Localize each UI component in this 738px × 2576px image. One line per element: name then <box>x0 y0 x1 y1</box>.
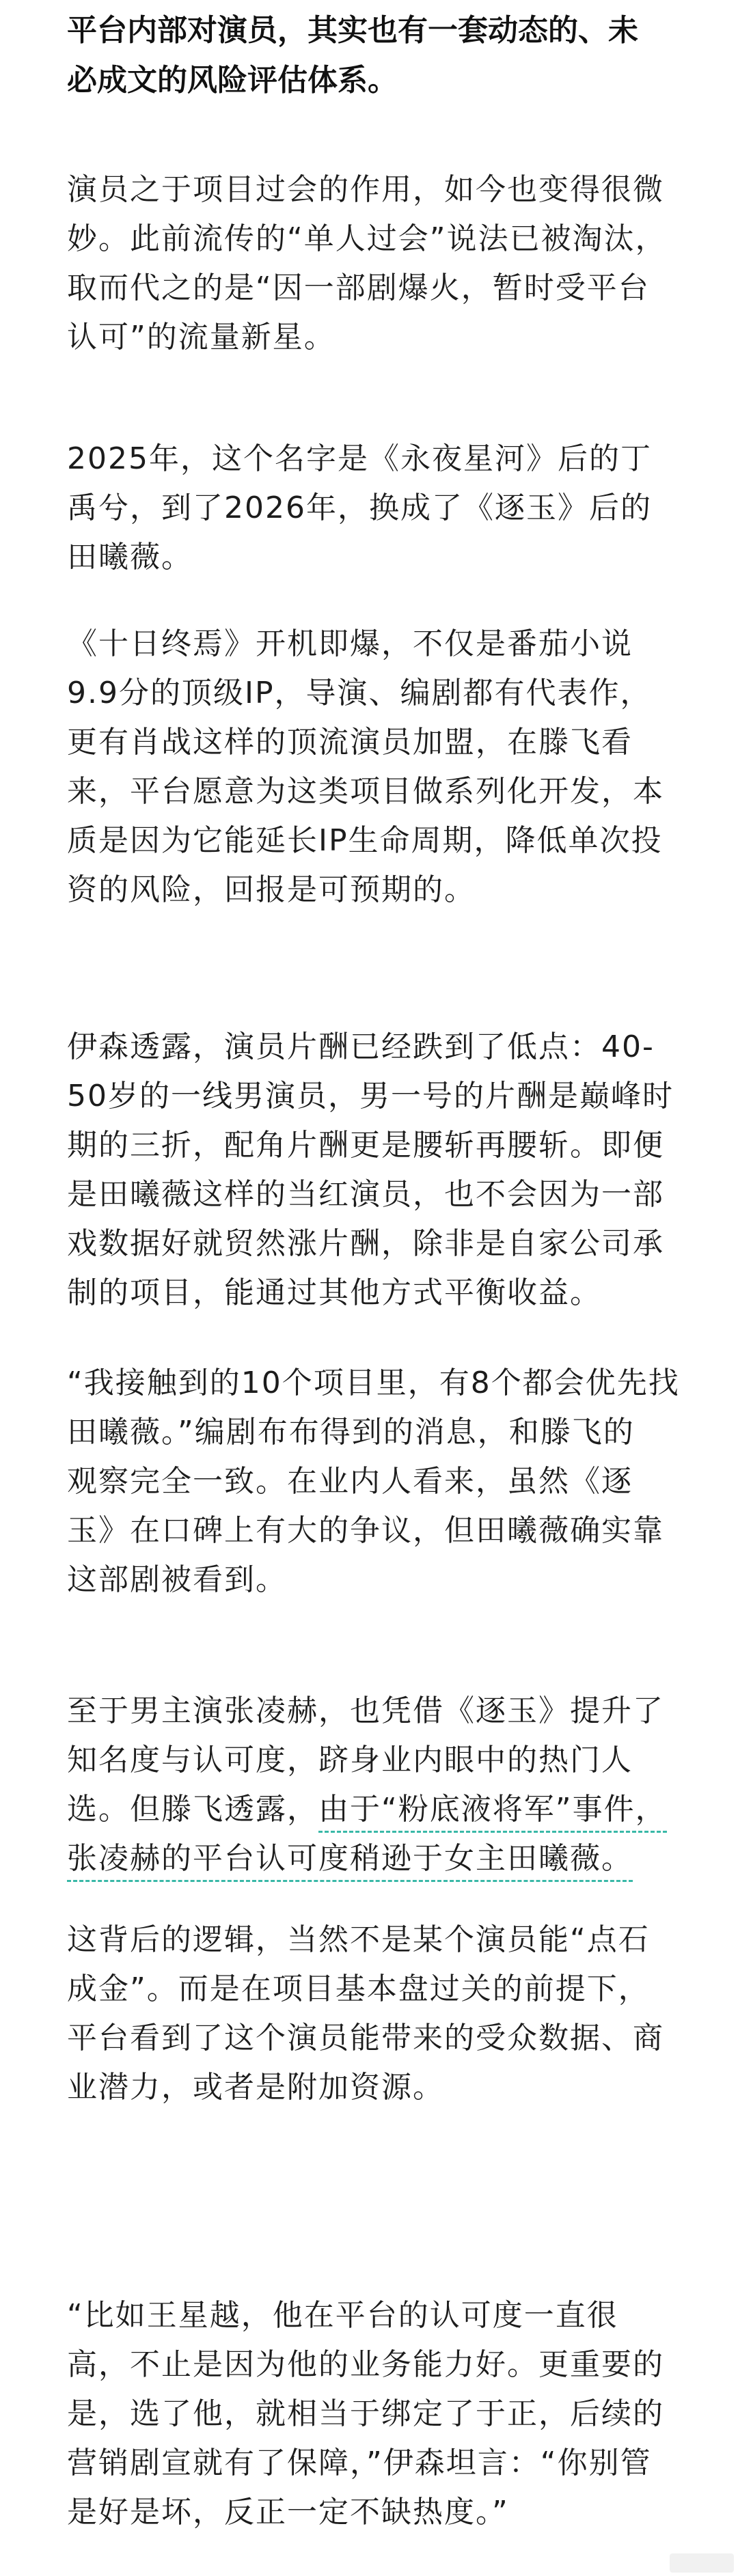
paragraph-line: 认可”的流量新星。 <box>67 320 336 355</box>
paragraph-line: 业潜力，或者是附加资源。 <box>67 2070 444 2105</box>
paragraph-line: 至于男主演张凌赫，也凭借《逐玉》提升了 <box>67 1693 664 1728</box>
paragraph-line: 是，选了他，就相当于绑定了于正，后续的 <box>67 2396 664 2431</box>
paragraph-line: 这部剧被看到。 <box>67 1562 287 1597</box>
paragraph-line: 成金”。而是在项目基本盘过关的前提下， <box>67 1971 650 2006</box>
watermark <box>670 2553 734 2573</box>
paragraph-line: 知名度与认可度，跻身业内眼中的热门人 <box>67 1743 633 1777</box>
paragraph-line: “比如王星越，他在平台的认可度一直很 <box>67 2298 618 2333</box>
paragraph-line: 妙。此前流传的“单人过会”说法已被淘汰， <box>67 221 667 256</box>
paragraph-line: 取而代之的是“因一部剧爆火，暂时受平台 <box>67 271 650 305</box>
paragraph-line: 来，平台愿意为这类项目做系列化开发，本 <box>67 774 664 809</box>
paragraph-line: 质是因为它能延长IP生命周期，降低单次投 <box>67 823 663 858</box>
heading-line: 平台内部对演员，其实也有一套动态的、未 <box>67 13 638 48</box>
paragraph-line: 资的风险，回报是可预期的。 <box>67 872 476 907</box>
paragraph-line: 田曦薇。”编剧布布得到的消息，和滕飞的 <box>67 1415 635 1450</box>
paragraph-line: 禹兮，到了2026年，换成了《逐玉》后的 <box>67 490 652 525</box>
paragraph-line <box>67 1838 633 1879</box>
heading-line: 必成文的风险评估体系。 <box>67 63 398 98</box>
paragraph-line: 是田曦薇这样的当红演员，也不会因为一部 <box>67 1177 664 1212</box>
paragraph-line: 50岁的一线男演员，男一号的片酬是巅峰时 <box>67 1079 674 1113</box>
paragraph-line: 观察完全一致。在业内人看来，虽然《逐 <box>67 1464 633 1499</box>
article-heading <box>67 5 682 105</box>
paragraph-line: 戏数据好就贸然涨片酬，除非是自家公司承 <box>67 1226 664 1261</box>
paragraph-line: 制的项目，能通过其他方式平衡收益。 <box>67 1275 601 1310</box>
paragraph-line: 2025年，这个名字是《永夜星河》后的丁 <box>67 441 652 476</box>
paragraph-line: 玉》在口碑上有大的争议，但田曦薇确实靠 <box>67 1513 664 1548</box>
paragraph-line: 期的三折，配角片酬更是腰斩再腰斩。即便 <box>67 1128 664 1163</box>
paragraph-line: 更有肖战这样的顶流演员加盟，在滕飞看 <box>67 725 633 760</box>
paragraph-line: 9.9分的顶级IP，导演、编剧都有代表作， <box>67 676 652 710</box>
paragraph-line <box>67 1789 667 1830</box>
paragraph-line: 田曦薇。 <box>67 540 193 574</box>
paragraph-line: 平台看到了这个演员能带来的受众数据、商 <box>67 2021 664 2055</box>
underlined-link-text[interactable]: 由于“粉底液将军”事件， <box>318 1792 667 1833</box>
underlined-link-text[interactable]: 张凌赫的平台认可度稍逊于女主田曦薇。 <box>67 1841 633 1882</box>
paragraph-line: 是好是坏，反正一定不缺热度。” <box>67 2495 509 2530</box>
paragraph-line: 演员之于项目过会的作用，如今也变得很微 <box>67 172 664 207</box>
paragraph-text: 选。但滕飞透露， <box>67 1792 318 1827</box>
paragraph-line: 高，不止是因为他的业务能力好。更重要的 <box>67 2347 664 2382</box>
paragraph-line: “我接触到的10个项目里，有8个都会优先找 <box>67 1366 680 1400</box>
paragraph-line: 营销剧宣就有了保障，”伊森坦言：“你别管 <box>67 2446 652 2480</box>
paragraph-line: 《十日终焉》开机即爆，不仅是番茄小说 <box>67 626 633 661</box>
paragraph-line: 伊森透露，演员片酬已经跌到了低点：40- <box>67 1029 655 1064</box>
paragraph-line: 这背后的逻辑，当然不是某个演员能“点石 <box>67 1922 650 1957</box>
